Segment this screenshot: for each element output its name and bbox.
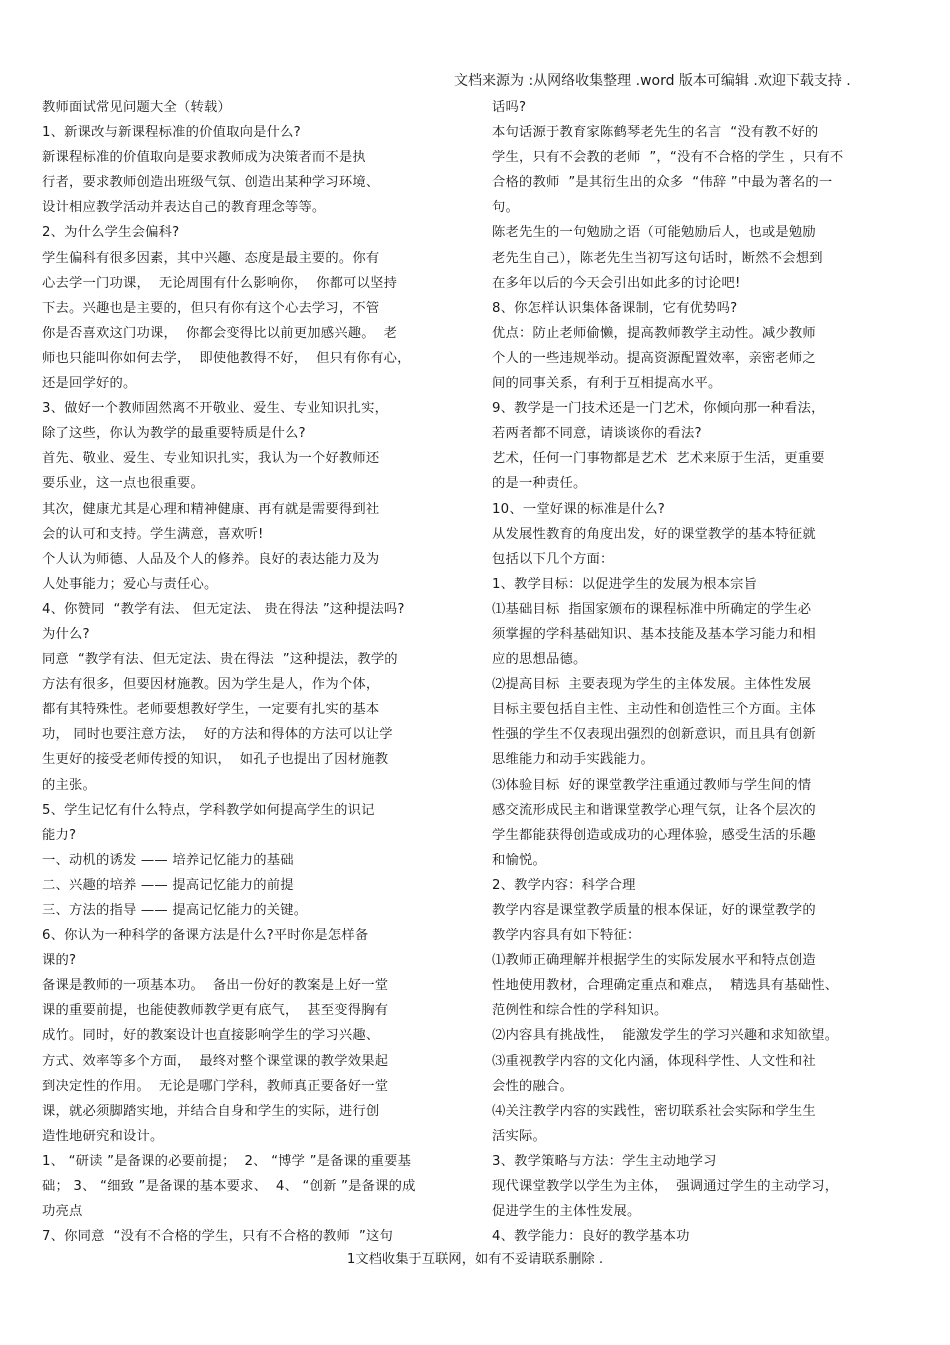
text-line: 你是否喜欢这门功课， 你都会变得比以前更加感兴趣。 老 [42,325,398,341]
text-line: 行者，要求教师创造出班级气氛、创造出某种学习环境、 [42,175,380,191]
text-line: ⑴教师正确理解并根据学生的实际发展水平和特点创造 [492,953,816,969]
text-line: 心去学一门功课， 无论周围有什么影响你， 你都可以坚持 [42,275,398,291]
text-line: 新课程标准的价值取向是要求教师成为决策者而不是执 [42,150,366,166]
text-line: 包括以下几个方面： [492,551,614,567]
text-line: 6、你认为一种科学的备课方法是什么?平时你是怎样备 [42,928,369,944]
text-line: 能力? [42,827,77,843]
text-line: 要乐业，这一点也很重要。 [42,476,204,492]
text-line: 方法有很多，但要因材施教。因为学生是人，作为个体， [42,677,380,693]
text-line: 2、为什么学生会偏科? [42,225,180,241]
text-line: 7、你同意 “没有不合格的学生，只有不合格的教师 ”这句 [42,1229,393,1245]
text-line: ⑷关注教学内容的实践性，密切联系社会实际和学生生 [492,1103,816,1119]
text-line: 教师面试常见问题大全（转载） [42,100,231,115]
text-line: 学生偏科有很多因素，其中兴趣、态度是最主要的。你有 [42,250,380,266]
source-note-header: 文档来源为 :从网络收集整理 .word 版本可编辑 .欢迎下载支持 . [454,73,851,89]
text-line: 三、方法的指导 —— 提高记忆能力的关键。 [42,903,308,918]
text-line: 造性地研究和设计。 [42,1128,164,1144]
text-line: 首先、敬业、爱生、专业知识扎实，我认为一个好教师还 [42,451,380,467]
text-line: 3、教学策略与方法：学生主动地学习 [492,1153,717,1169]
text-line: 5、学生记忆有什么特点，学科教学如何提高学生的识记 [42,802,375,818]
text-line: 从发展性教育的角度出发，好的课堂教学的基本特征就 [492,526,816,542]
text-line: ⑴基础目标 指国家颁布的课程标准中所确定的学生必 [492,601,812,617]
text-line: 范例性和综合性的学科知识。 [492,1003,668,1019]
text-line: ⑶重视教学内容的文化内涵，体现科学性、人文性和社 [492,1053,816,1069]
text-line: 艺术，任何一门事物都是艺术 艺术来原于生活，更重要 [492,451,825,467]
text-line: 成竹。同时，好的教案设计也直接影响学生的学习兴趣、 [42,1028,380,1044]
text-line: 除了这些，你认为教学的最重要特质是什么? [42,426,306,442]
text-line: 9、教学是一门技术还是一门艺术，你倾向那一种看法， [492,401,825,417]
text-line: 一、动机的诱发 —— 培养记忆能力的基础 [42,852,294,868]
text-line: 备课是教师的一项基本功。 备出一份好的教案是上好一堂 [42,978,389,994]
text-line: 4、你赞同 “教学有法、 但无定法、 贵在得法 ”这种提法吗? [42,601,405,617]
text-line: 活实际。 [492,1128,546,1144]
text-line: 话吗? [492,100,527,115]
text-line: 功亮点 [42,1204,83,1220]
text-line: 学生，只有不会教的老师 ”，“没有不合格的学生 ，只有不 [492,150,844,166]
text-line: 师也只能叫你如何去学， 即使他教得不好， 但只有你有心， [42,350,411,366]
text-line: 应的思想品德。 [492,652,587,668]
text-line: 课的重要前提，也能使教师教学更有底气， 甚至变得胸有 [42,1003,389,1019]
text-line: 都有其特殊性。老师要想教好学生，一定要有扎实的基本 [42,702,380,718]
text-line: 础； 3、 “细致 ”是备课的基本要求、 4、 “创新 ”是备课的成 [42,1179,416,1195]
text-line: 2、教学内容：科学合理 [492,877,636,893]
text-line: 人处事能力；爱心与责任心。 [42,576,218,592]
text-line: 1、 “研读 ”是备课的必要前提； 2、 “博学 ”是备课的重要基 [42,1153,412,1169]
text-line: ⑵内容具有挑战性， 能激发学生的学习兴趣和求知欲望。 [492,1028,839,1044]
text-line: 性强的学生不仅表现出强烈的创新意识，而且具有创新 [492,727,816,743]
text-line: 教学内容具有如下特征： [492,928,641,944]
text-line: 感交流形成民主和谐课堂教学心理气氛，让各个层次的 [492,802,816,818]
text-line: 合格的教师 ”是其衍生出的众多 “伟辞 ”中最为著名的一 [492,175,833,191]
text-line: 陈老先生的一句勉励之语（可能勉励后人，也或是勉励 [492,225,816,241]
text-line: 促进学生的主体性发展。 [492,1204,641,1220]
text-line: 个人认为师德、人品及个人的修养。良好的表达能力及为 [42,551,380,567]
text-line: 为什么? [42,626,90,642]
text-line: 性地使用教材，合理确定重点和难点， 精选具有基础性、 [492,978,839,994]
text-line: 教学内容是课堂教学质量的根本保证，好的课堂教学的 [492,903,816,918]
text-line: 老先生自己），陈老先生当初写这句话时，断然不会想到 [492,250,823,266]
text-line: 二、兴趣的培养 —— 提高记忆能力的前提 [42,877,294,893]
text-line: 其次，健康尤其是心理和精神健康、再有就是需要得到社 [42,501,380,517]
page-footer: 1文档收集于互联网，如有不妥请联系删除 . [346,1252,604,1267]
text-line: 若两者都不同意，请谈谈你的看法? [492,426,702,442]
text-line: 4、教学能力：良好的教学基本功 [492,1229,690,1245]
text-line: 间的同事关系，有利于互相提高水平。 [492,376,722,392]
text-line: ⑵提高目标 主要表现为学生的主体发展。主体性发展 [492,677,812,693]
text-line: 课，就必须脚踏实地，并结合自身和学生的实际，进行创 [42,1103,380,1119]
text-line: 下去。兴趣也是主要的，但只有你有这个心去学习，不管 [42,300,380,316]
text-line: 1、教学目标：以促进学生的发展为根本宗旨 [492,576,758,592]
text-line: 生更好的接受老师传授的知识， 如孔子也提出了因材施教 [42,752,389,768]
text-line: 到决定性的作用。 无论是哪门学科，教师真正要备好一堂 [42,1078,389,1094]
text-line: 个人的一些违规举动。提高资源配置效率，亲密老师之 [492,350,816,366]
text-line: 的主张。 [42,777,96,793]
text-line: 思维能力和动手实践能力。 [492,752,654,768]
text-line: 会的认可和支持。学生满意，喜欢听! [42,526,264,542]
text-line: 须掌握的学科基础知识、基本技能及基本学习能力和相 [492,626,816,642]
text-line: 同意 “教学有法、但无定法、贵在得法 ”这种提法，教学的 [42,652,398,668]
text-line: 设计相应教学活动并表达自己的教育理念等等。 [42,200,326,216]
text-line: ⑶体验目标 好的课堂教学注重通过教师与学生间的情 [492,777,812,793]
text-line: 8、你怎样认识集体备课制，它有优势吗? [492,300,738,316]
text-line: 10、一堂好课的标准是什么? [492,501,666,517]
text-line: 现代课堂教学以学生为主体， 强调通过学生的主动学习， [492,1179,839,1195]
left-text-column [42,95,462,1249]
text-line: 课的? [42,953,77,969]
right-text-column [492,95,904,1249]
text-line: 功， 同时也要注意方法， 好的方法和得体的方法可以让学 [42,727,393,743]
text-line: 会性的融合。 [492,1078,573,1094]
text-line: 3、做好一个教师固然离不开敬业、爱生、专业知识扎实， [42,401,389,417]
text-line: 目标主要包括自主性、主动性和创造性三个方面。主体 [492,702,816,718]
text-line: 句。 [492,200,519,216]
text-line: 和愉悦。 [492,852,546,868]
text-line: 1、新课改与新课程标准的价值取向是什么? [42,125,301,141]
text-line: 优点：防止老师偷懒，提高教师教学主动性。减少教师 [492,325,816,341]
text-line: 在多年以后的今天会引出如此多的讨论吧! [492,275,741,291]
text-line: 的是一种责任。 [492,476,587,492]
text-line: 还是回学好的。 [42,376,137,392]
text-line: 本句话源于教育家陈鹤琴老先生的名言 “没有教不好的 [492,125,819,141]
text-line: 学生都能获得创造或成功的心理体验，感受生活的乐趣 [492,827,816,843]
text-line: 方式、效率等多个方面， 最终对整个课堂课的教学效果起 [42,1053,389,1069]
